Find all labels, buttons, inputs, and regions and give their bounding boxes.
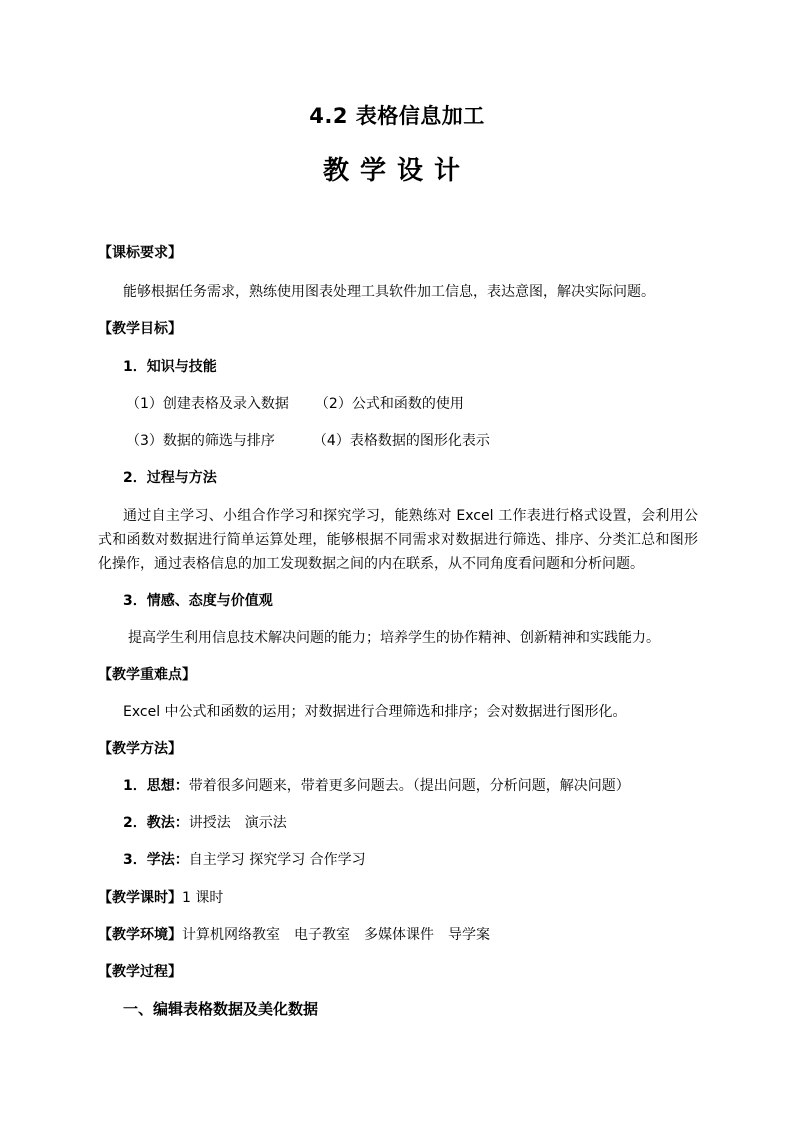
- process-heading: 2．过程与方法: [123, 470, 217, 486]
- knowledge-heading: 1．知识与技能: [123, 359, 217, 375]
- hours-line: [98, 887, 223, 909]
- methods-teaching-label: 2．教法：: [123, 815, 189, 831]
- environment-text: 计算机网络教室 电子教室 多媒体课件 导学案: [182, 927, 490, 943]
- emotion-text: 提高学生利用信息技术解决问题的能力；培养学生的协作精神、创新精神和实践能力。: [128, 630, 660, 646]
- document-subtitle: 教学设计: [322, 156, 471, 186]
- methods-thinking-label: 1．思想：: [123, 778, 189, 794]
- curriculum-heading: 【课标要求】: [98, 245, 182, 261]
- knowledge-item-3: （3）数据的筛选与排序: [126, 433, 275, 449]
- knowledge-item-2: （2）公式和函数的使用: [314, 396, 464, 412]
- methods-thinking: [123, 775, 630, 797]
- knowledge-row-1: [126, 393, 464, 415]
- document-title: 4.2 表格信息加工: [309, 104, 485, 128]
- methods-learning-text: 自主学习 探究学习 合作学习: [188, 852, 366, 868]
- knowledge-item-4: （4）表格数据的图形化表示: [312, 433, 490, 449]
- methods-heading: 【教学方法】: [98, 741, 182, 757]
- environment-heading: 【教学环境】: [98, 927, 182, 943]
- process-step-1: 一、编辑表格数据及美化数据: [123, 1000, 319, 1018]
- key-points-heading: 【教学重难点】: [98, 667, 196, 683]
- knowledge-item-1: （1）创建表格及录入数据: [126, 396, 289, 412]
- methods-teaching: [123, 812, 287, 834]
- objectives-heading: 【教学目标】: [98, 321, 182, 337]
- curriculum-text: 能够根据任务需求，熟练使用图表处理工具软件加工信息，表达意图，解决实际问题。: [123, 284, 655, 300]
- process-section-heading: 【教学过程】: [98, 964, 182, 980]
- methods-learning-label: 3．学法：: [123, 852, 189, 868]
- key-points-text: Excel 中公式和函数的运用；对数据进行合理筛选和排序；会对数据进行图形化。: [123, 704, 627, 720]
- methods-learning: [123, 849, 366, 871]
- process-text: 通过自主学习、小组合作学习和探究学习，能熟练对 Excel 工作表进行格式设置，会利用公式和函数对数据进行简单运算处理，能够根据不同需求对数据进行筛选、排序、分类汇总和图形化操作，通过表格信息的加工发现数据之间的内在联系，从不同角度看问题和分析问题。: [98, 508, 698, 572]
- methods-teaching-text: 讲授法 演示法: [188, 815, 287, 831]
- hours-heading: 【教学课时】: [98, 890, 182, 906]
- knowledge-row-2: [126, 430, 490, 452]
- emotion-heading: 3．情感、态度与价值观: [123, 593, 273, 609]
- methods-thinking-text: 带着很多问题来，带着更多问题去。（提出问题，分析问题，解决问题）: [188, 778, 630, 794]
- environment-line: [98, 924, 490, 946]
- hours-text: 1 课时: [182, 890, 224, 906]
